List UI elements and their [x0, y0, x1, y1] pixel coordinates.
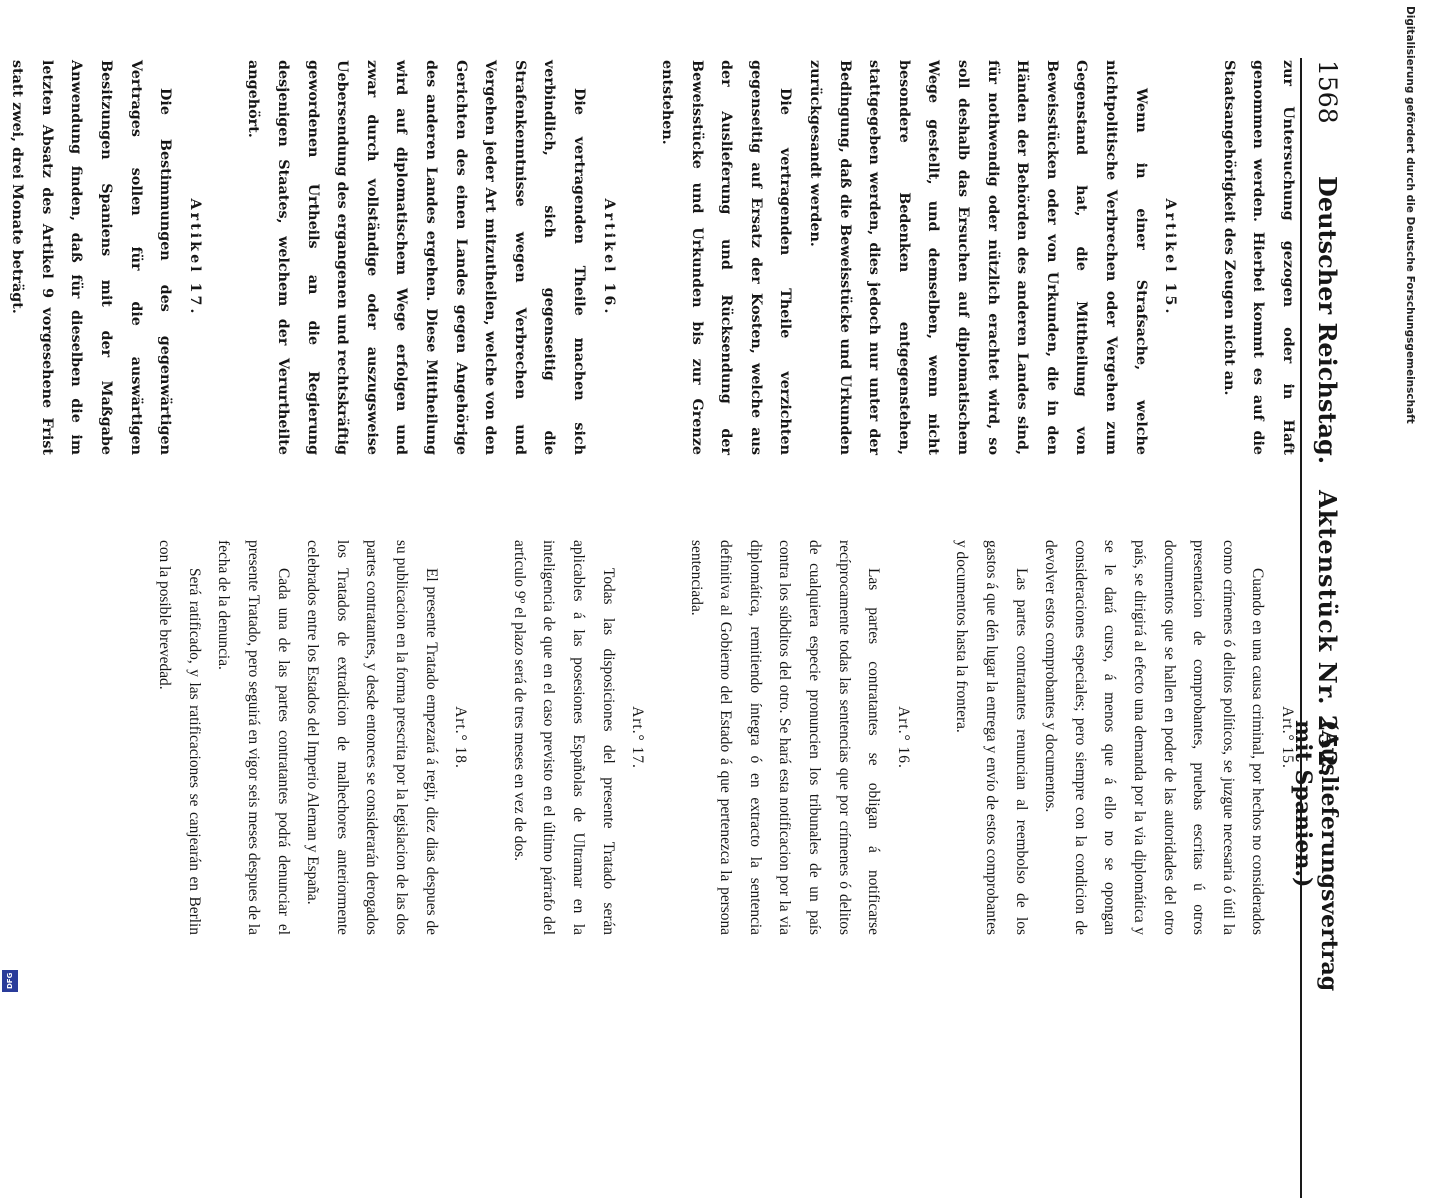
- digitization-footer: [1392, 0, 1432, 1000]
- page-header: [1290, 0, 1344, 1000]
- german-paragraph: Die vertragenden Theile machen sich verbindlich, sich gegenseitig die Strafenkenntnisse wegen Verbrechen und Vergehen jeder Art mitzutheilen, welche von den Gerichten des einen Landes gegen Angehörige des anderen Landes ergehen. Diese Mittheilung wird auf diplomatischem Wege erfolgen und zwar durch vollständige oder auszugsweise Uebersendung des ergangenen und rechtskräftig gewordenen Urtheils an die Regierung desjenigen Staates, welchem der Verurtheilte angehört.: [245, 60, 587, 455]
- journal-title: Deutscher Reichstag.: [1313, 176, 1342, 465]
- dfg-logo: [2, 970, 18, 992]
- spanish-article-17-heading: Art.° 17.: [629, 706, 647, 769]
- spanish-paragraph: Cuando en una causa criminal, por hechos no considerados como crímenes ó delitos políticos, se juzgue necesaria ó útil la presentacion de comprobantes, pruebas escritas ú otros documentos que se hallen en poder de las autoridades del otro país, se dirigirá al efecto una demanda por la via diplomática y se le dará curso, á menos que á ello no se opongan consideraciones especiales; pero siempre con la condicion de devolver estos comprobantes y documentos.: [1042, 540, 1267, 935]
- digitization-note: Digitalisierung gefördert durch die Deutsche Forschungsgemeinschaft: [1404, 6, 1416, 424]
- german-paragraph: Die vertragenden Theile verzichten gegenseitig auf Ersatz der Kosten, welche aus der Auslieferung und Rücksendung der Beweisstücke und Urkunden bis zur Grenze entstehen.: [659, 60, 794, 455]
- german-column: [0, 60, 1302, 455]
- german-paragraph: zur Untersuchung gezogen oder in Haft genommen werden. Hierbei kommt es auf die Staatsangehörigkeit des Zeugen nicht an.: [1220, 60, 1296, 455]
- german-paragraph: Wenn in einer Strafsache, welche nichtpolitische Verbrechen oder Vergehen zum Gegenstand hat, die Mittheilung von Beweisstücken oder von Urkunden, die in den Händen der Behörden des anderen Landes sind, für nothwendig oder nützlich erachtet wird, so soll deshalb das Ersuchen auf diplomatischem Wege gestellt, und demselben, wenn nicht besondere Bedenken entgegenstehen, stattgegeben werden, dies jedoch nur unter der Bedingung, daß die Beweisstücke und Urkunden zurückgesandt werden.: [807, 60, 1149, 455]
- german-paragraph: Die Bestimmungen des gegenwärtigen Vertrages sollen für die auswärtigen Besitzungen Spaniens mit der Maßgabe Anwendung finden, daß für dieselben die im letzten Absatz des Artikel 9 vorgesehene Frist statt zwei, drei Monate beträgt.: [9, 60, 174, 455]
- spanish-article-15-heading: Art.° 15.: [1279, 706, 1296, 769]
- spanish-column: [150, 540, 1302, 935]
- spanish-paragraph: Será ratificado, y las ratificaciones se canjearán en Berlin con la posible brevedad.: [156, 540, 203, 935]
- spanish-paragraph: Las partes contratantes renuncian al reembolso de los gastos á que dén lugar la entrega y envío de estos comprobantes y documentos hasta la frontera.: [953, 540, 1030, 935]
- german-article-16-heading: Artikel 16.: [600, 198, 617, 317]
- spanish-paragraph: Cada una de las partes contratantes podrá denunciar el presente Tratado, pero seguirá en vigor seis meses despues de la fecha de la denuncia.: [215, 540, 292, 935]
- document-subtitle: (Auslieferungsvertrag mit Spanien.): [1290, 720, 1342, 992]
- spanish-article-18-heading: Art.° 18.: [452, 706, 470, 769]
- spanish-paragraph: Todas las disposiciones del presente Tratado serán aplicables á las posesiones Españolas de Ultramar en la inteligencia de que en el caso previsto en el último párrafo del artículo 9º el plazo será de tres meses en vez de dos.: [510, 540, 617, 935]
- document-number: Aktenstück Nr. 252.: [1313, 490, 1342, 778]
- german-article-17-heading: Artikel 17.: [186, 198, 203, 317]
- dfg-logo-label: DFG: [6, 972, 14, 990]
- spanish-article-16-heading: Art.° 16.: [894, 706, 912, 769]
- spanish-paragraph: El presente Tratado empezará á regir, diez dias despues de su publicacion en la forma prescrita por la legislacion de las dos partes contratantes, y desde entonces se considerarán derogados los Tratados de extradicion de malhechores anteriormente celebrados entre los Estados del Imperio Aleman y España.: [304, 540, 440, 935]
- page-number: 1568: [1313, 60, 1342, 124]
- spanish-paragraph: Las partes contratantes se obligan á notificarse recíprocamente todas las sentencias que por crímenes ó delitos de cualquiera especie pronuncien los tribunales de un país contra los súbditos del otro. Se hará esta notificacion por la via diplomática, remitiendo íntegra ó en extracto la sentencia definitiva al Gobierno del Estado á que pertenezca la persona sentenciada.: [687, 540, 883, 935]
- german-article-15-heading: Artikel 15.: [1162, 198, 1179, 317]
